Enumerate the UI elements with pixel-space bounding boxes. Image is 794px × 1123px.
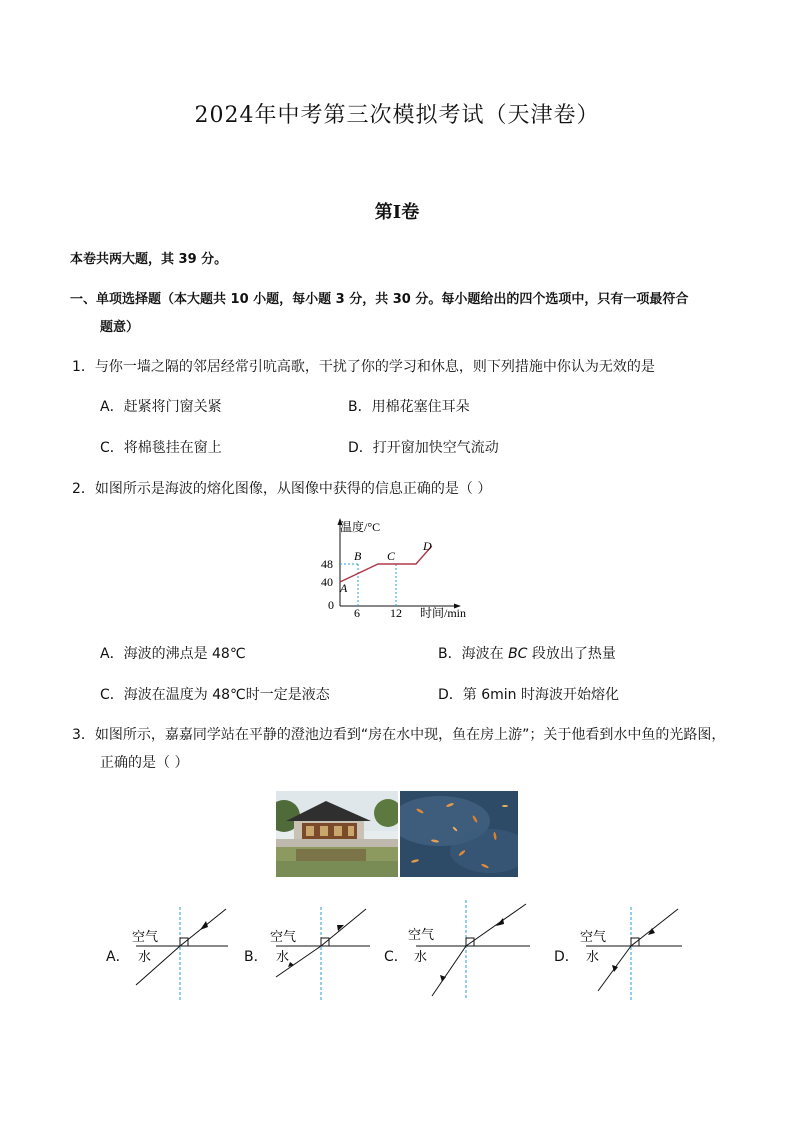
q1-option-a: A．赶紧将门窗关紧 <box>100 399 222 415</box>
part1-heading-line2: 题意） <box>100 320 140 335</box>
q2-option-b-pre: B．海波在 <box>438 646 509 662</box>
water-label: 水 <box>414 949 428 964</box>
pavilion-photo <box>276 791 398 877</box>
q3-option-d-letter: D． <box>554 949 579 965</box>
q3-stem-line2: 正确的是（ ） <box>100 755 189 771</box>
y-axis-label: 温度/°C <box>340 520 381 534</box>
q1-stem: 1．与你一墙之隔的邻居经常引吭高歌，干扰了你的学习和休息，则下列措施中你认为无效的是 <box>72 359 655 375</box>
point-label-a: A <box>340 581 348 595</box>
exam-title: 2024年中考第三次模拟考试（天津卷） <box>194 103 600 128</box>
ray-arrow <box>200 921 208 930</box>
melting-graph <box>318 515 488 625</box>
water-label: 水 <box>586 949 600 964</box>
y-tick-48: 48 <box>321 557 333 571</box>
water-ray <box>432 946 466 996</box>
air-label: 空气 <box>580 929 607 944</box>
water-label: 水 <box>276 949 290 964</box>
paper-intro: 本卷共两大题，其 39 分。 <box>70 252 228 267</box>
y-tick-40: 40 <box>321 575 333 589</box>
air-label: 空气 <box>270 929 297 944</box>
section-title: 第Ⅰ卷 <box>374 202 420 223</box>
q1-option-b: B．用棉花塞住耳朵 <box>348 399 470 415</box>
q3-option-c-letter: C． <box>384 949 408 965</box>
q1-option-c: C．将棉毯挂在窗上 <box>100 440 222 456</box>
q3-diagram-b <box>266 905 371 1005</box>
ray-arrow <box>496 918 504 926</box>
point-label-b: B <box>354 549 362 563</box>
x-tick-6: 6 <box>354 606 360 620</box>
water-label: 水 <box>138 949 152 964</box>
x-tick-12: 12 <box>390 606 402 620</box>
y-tick-0: 0 <box>328 598 334 612</box>
air-ray <box>631 909 678 946</box>
q3-option-a-letter: A． <box>106 949 130 965</box>
q2-option-b <box>438 643 616 663</box>
q3-option-b-letter: B． <box>244 949 268 965</box>
q2-option-a: A．海波的沸点是 48℃ <box>100 646 246 662</box>
x-axis-label: 时间/min <box>420 606 467 620</box>
point-label-d: D <box>423 539 432 553</box>
q2-option-c: C．海波在温度为 48℃时一定是液态 <box>100 687 330 703</box>
fish-photo <box>400 791 518 877</box>
q3-stem-line1: 3．如图所示，嘉嘉同学站在平静的澄池边看到“房在水中现，鱼在房上游”；关于他看到水中鱼的光路图， <box>72 727 726 743</box>
q1-option-d: D．打开窗加快空气流动 <box>348 440 499 456</box>
q2-option-b-post: 段放出了热量 <box>527 646 616 662</box>
air-ray <box>321 909 366 946</box>
q3-diagram-d <box>576 905 686 1005</box>
part1-heading-line1: 一、单项选择题（本大题共 10 小题，每小题 3 分，共 30 分。每小题给出的四个选项中，只有一项最符合 <box>70 292 689 307</box>
air-label: 空气 <box>408 927 435 942</box>
point-label-c: C <box>387 549 396 563</box>
q2-option-d: D．第 6min 时海波开始熔化 <box>438 687 619 703</box>
air-label: 空气 <box>132 929 159 944</box>
q3-diagram-c <box>404 900 534 1005</box>
air-ray <box>466 904 526 946</box>
q2-stem: 2．如图所示是海波的熔化图像，从图像中获得的信息正确的是（ ） <box>72 481 492 497</box>
q3-diagram-a <box>128 905 233 1005</box>
q2-option-b-segment: BC <box>508 646 528 662</box>
